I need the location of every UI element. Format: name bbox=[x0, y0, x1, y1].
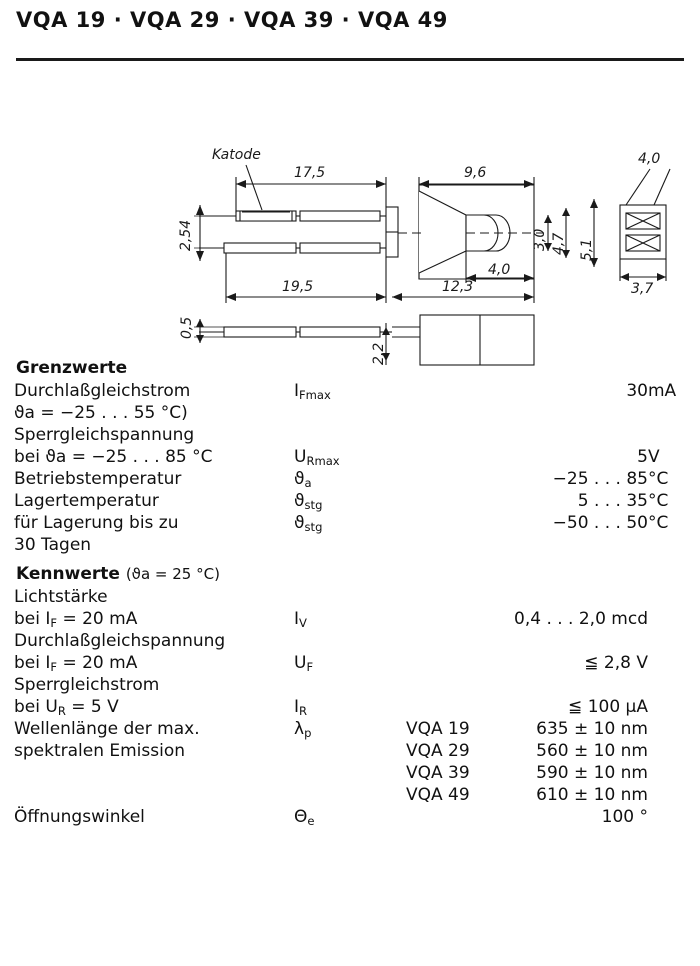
dim-12-3: 12,3 bbox=[442, 279, 474, 295]
row-value: 5 bbox=[637, 447, 648, 467]
row-label bbox=[14, 762, 294, 784]
row-value: 100 ° bbox=[601, 807, 648, 827]
row-label bbox=[14, 608, 294, 630]
row-unit bbox=[648, 630, 686, 652]
table-row bbox=[14, 806, 686, 828]
table-row bbox=[14, 696, 686, 718]
row-label: Sperrgleichspannung bbox=[14, 425, 195, 445]
table-row bbox=[14, 380, 686, 402]
row-label: spektralen Emission bbox=[14, 741, 186, 761]
row-part: VQA 39 bbox=[406, 763, 470, 783]
row-symbol bbox=[294, 762, 406, 784]
title-divider bbox=[16, 58, 684, 61]
dim-3-0: 3,0 bbox=[532, 228, 548, 251]
dim-2-54: 2,54 bbox=[178, 219, 194, 251]
row-part bbox=[406, 490, 498, 512]
row-symbol bbox=[294, 586, 406, 608]
row-label: Betriebstemperatur bbox=[14, 469, 182, 489]
row-label: bei ϑa = −25 . . . 85 °C bbox=[14, 447, 213, 467]
row-symbol: $I_R$ bbox=[294, 697, 308, 719]
row-symbol: $I_V$ bbox=[294, 609, 307, 631]
drawing-svg bbox=[14, 65, 686, 365]
characteristics-heading-condition: (ϑa = 25 °C) bbox=[125, 565, 220, 583]
row-label: ϑa = −25 . . . 55 °C) bbox=[14, 403, 188, 423]
row-unit bbox=[648, 806, 686, 828]
dim-3-7: 3,7 bbox=[631, 281, 654, 297]
row-symbol-sub: F bbox=[306, 660, 314, 675]
row-symbol-sub: V bbox=[299, 616, 307, 631]
row-unit: °C bbox=[648, 513, 669, 533]
row-unit bbox=[648, 534, 686, 556]
table-row bbox=[14, 402, 686, 424]
row-part bbox=[406, 446, 498, 468]
row-part: VQA 29 bbox=[406, 741, 470, 761]
row-symbol: $ϑ_{stg}$ bbox=[294, 513, 323, 535]
row-symbol-sub: a bbox=[304, 476, 312, 491]
table-row bbox=[14, 630, 686, 652]
row-value: ≦ 100 µA bbox=[568, 697, 648, 717]
row-part bbox=[406, 806, 498, 828]
row-unit bbox=[648, 740, 686, 762]
row-label: Lagertemperatur bbox=[14, 491, 159, 511]
row-unit: °C bbox=[648, 491, 669, 511]
row-symbol-sub: Fmax bbox=[299, 388, 331, 403]
row-unit bbox=[648, 424, 686, 446]
row-symbol-sub: e bbox=[307, 814, 315, 829]
table-row bbox=[14, 512, 686, 534]
row-value bbox=[498, 424, 648, 446]
limits-heading-text: Grenzwerte bbox=[16, 358, 128, 378]
row-symbol-sub: stg bbox=[304, 498, 323, 513]
row-symbol bbox=[294, 402, 406, 424]
row-label: Sperrgleichstrom bbox=[14, 675, 160, 695]
row-label-sub: F bbox=[50, 660, 58, 675]
row-symbol: $U_{Rmax}$ bbox=[294, 447, 340, 469]
row-symbol: $U_F$ bbox=[294, 653, 314, 675]
characteristics-heading-text: Kennwerte bbox=[16, 564, 120, 584]
table-row bbox=[14, 762, 686, 784]
row-part bbox=[406, 468, 498, 490]
row-symbol bbox=[294, 740, 406, 762]
row-symbol: $ϑ_{stg}$ bbox=[294, 491, 323, 513]
row-symbol bbox=[294, 534, 406, 556]
row-value: −25 . . . 85 bbox=[552, 469, 648, 489]
table-row bbox=[14, 534, 686, 556]
row-part bbox=[406, 424, 498, 446]
row-part: VQA 19 bbox=[406, 719, 470, 739]
row-part bbox=[406, 512, 498, 534]
row-label bbox=[14, 784, 294, 806]
dim-2-2: 2,2 bbox=[371, 342, 387, 365]
dim-19-5: 19,5 bbox=[282, 279, 314, 295]
row-value: 635 ± 10 nm bbox=[536, 719, 648, 739]
row-unit bbox=[648, 674, 686, 696]
row-unit bbox=[648, 652, 686, 674]
row-unit bbox=[648, 784, 686, 806]
dim-4-0-mid: 4,0 bbox=[488, 262, 511, 278]
drawing-label-katode: Katode bbox=[212, 147, 261, 163]
section-heading-characteristics bbox=[14, 564, 686, 584]
row-value bbox=[498, 674, 648, 696]
row-symbol bbox=[294, 630, 406, 652]
row-label: Durchlaßgleichspannung bbox=[14, 631, 226, 651]
dim-4-0-top: 4,0 bbox=[638, 151, 661, 167]
table-row bbox=[14, 468, 686, 490]
row-label-pre: bei I bbox=[14, 609, 51, 629]
row-unit bbox=[648, 402, 686, 424]
row-value: −50 . . . 50 bbox=[552, 513, 648, 533]
row-label-pre: bei U bbox=[14, 697, 58, 717]
row-label bbox=[14, 696, 294, 718]
row-part: VQA 49 bbox=[406, 785, 470, 805]
table-row bbox=[14, 586, 686, 608]
table-row bbox=[14, 674, 686, 696]
row-label-sub: R bbox=[57, 704, 66, 719]
row-value bbox=[498, 630, 648, 652]
row-label-post: = 20 mA bbox=[57, 609, 138, 629]
row-symbol-sub: p bbox=[304, 726, 312, 741]
row-unit bbox=[648, 696, 686, 718]
page-title: VQA 19 · VQA 29 · VQA 39 · VQA 49 bbox=[16, 8, 448, 32]
table-row bbox=[14, 446, 686, 468]
row-label-pre: bei I bbox=[14, 653, 51, 673]
row-value bbox=[498, 534, 648, 556]
table-row bbox=[14, 608, 686, 630]
table-row bbox=[14, 718, 686, 740]
row-symbol-sub: stg bbox=[304, 520, 323, 535]
row-label: 30 Tagen bbox=[14, 535, 92, 555]
row-part bbox=[406, 696, 498, 718]
row-symbol: $\lambda_p$ bbox=[294, 719, 312, 741]
limits-table bbox=[14, 380, 686, 556]
table-row bbox=[14, 784, 686, 806]
row-unit: °C bbox=[648, 469, 669, 489]
row-label bbox=[14, 652, 294, 674]
table-row bbox=[14, 490, 686, 512]
row-symbol: $ϑ_a$ bbox=[294, 469, 312, 491]
row-part bbox=[406, 402, 498, 424]
table-row bbox=[14, 652, 686, 674]
row-label-post: = 20 mA bbox=[57, 653, 138, 673]
row-unit bbox=[648, 608, 686, 630]
row-symbol: $I_{Fmax}$ bbox=[294, 381, 331, 403]
row-label: Lichtstärke bbox=[14, 587, 108, 607]
component-dimension-drawing bbox=[14, 65, 686, 365]
dim-4-7: 4,7 bbox=[551, 232, 567, 255]
row-value: ≦ 2,8 V bbox=[584, 653, 648, 673]
row-unit bbox=[648, 762, 686, 784]
row-unit: mA bbox=[648, 381, 677, 401]
row-value: 30 bbox=[626, 381, 648, 401]
row-symbol bbox=[294, 784, 406, 806]
row-part bbox=[406, 652, 498, 674]
row-label: Wellenlänge der max. bbox=[14, 719, 200, 739]
dim-9-6: 9,6 bbox=[464, 165, 487, 181]
row-label-post: = 5 V bbox=[65, 697, 119, 717]
row-value: 590 ± 10 nm bbox=[536, 763, 648, 783]
table-row bbox=[14, 740, 686, 762]
row-value: 610 ± 10 nm bbox=[536, 785, 648, 805]
row-value: 5 . . . 35 bbox=[577, 491, 648, 511]
table-row bbox=[14, 424, 686, 446]
row-label: für Lagerung bis zu bbox=[14, 513, 179, 533]
row-value bbox=[498, 586, 648, 608]
dim-17-5: 17,5 bbox=[294, 165, 326, 181]
row-value: 560 ± 10 nm bbox=[536, 741, 648, 761]
row-symbol-sub: Rmax bbox=[306, 454, 340, 469]
dim-0-5: 0,5 bbox=[179, 316, 195, 339]
row-part bbox=[406, 586, 498, 608]
section-heading-limits bbox=[14, 358, 686, 378]
row-symbol-sub: R bbox=[299, 704, 308, 719]
row-symbol bbox=[294, 674, 406, 696]
row-part bbox=[406, 674, 498, 696]
row-symbol: $\Theta_e$ bbox=[294, 807, 315, 829]
row-unit bbox=[648, 586, 686, 608]
row-label-sub: F bbox=[50, 616, 58, 631]
row-value: 0,4 . . . 2,0 mcd bbox=[514, 609, 648, 629]
row-symbol bbox=[294, 424, 406, 446]
row-part bbox=[406, 534, 498, 556]
row-part bbox=[406, 608, 498, 630]
row-part bbox=[406, 380, 498, 402]
dim-5-1: 5,1 bbox=[579, 238, 595, 261]
row-unit bbox=[648, 718, 686, 740]
row-value bbox=[498, 402, 648, 424]
row-label: Öffnungswinkel bbox=[14, 807, 145, 827]
characteristics-table bbox=[14, 586, 686, 828]
row-part bbox=[406, 630, 498, 652]
row-label: Durchlaßgleichstrom bbox=[14, 381, 191, 401]
row-unit: V bbox=[648, 447, 660, 467]
